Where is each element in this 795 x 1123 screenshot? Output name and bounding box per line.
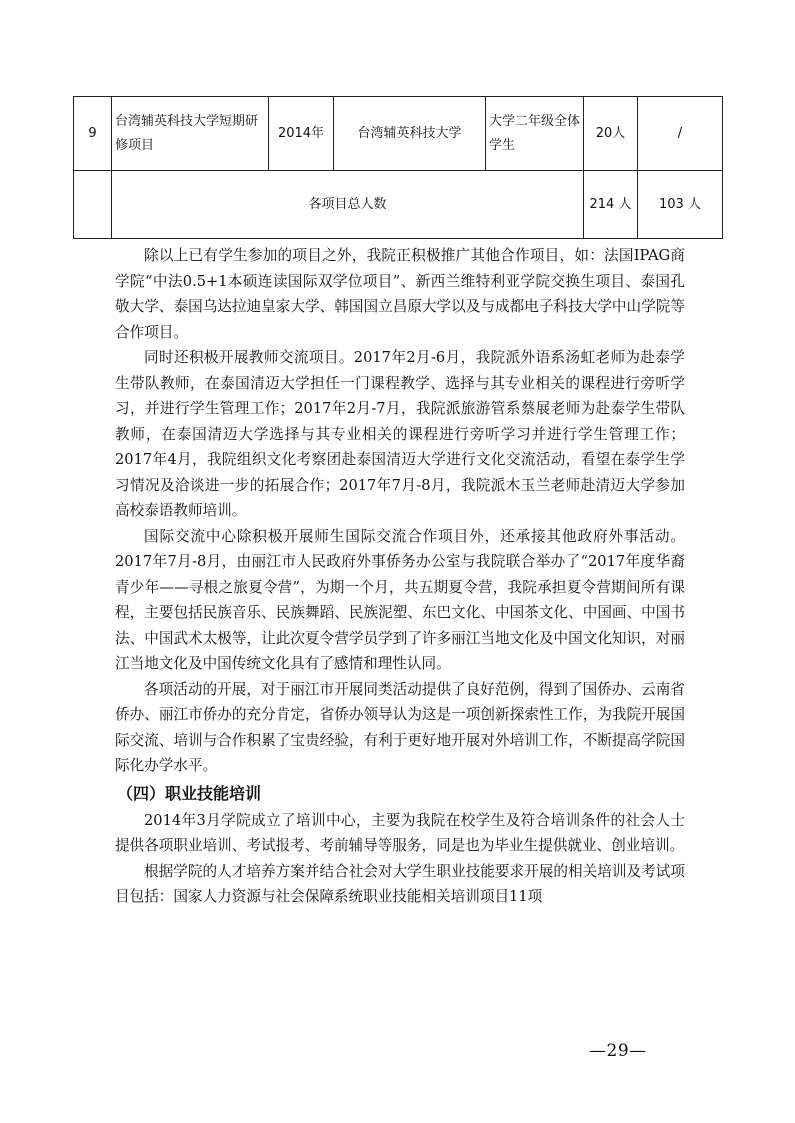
body-text [115,243,685,910]
paragraph: 同时还积极开展教师交流项目。2017年2月-6月，我院派外语系汤虹老师为赴泰学生带队教师，在泰国清迈大学担任一门课程教学、选择与其专业相关的课程进行旁听学习，并进行学生管理工作；2017年2月-7月，我院派旅游管系蔡展老师为赴泰学生带队教师，在泰国清迈大学选择与其专业相关的课程进行旁听学习并进行学生管理工作；2017年4月，我院组织文化考察团赴泰国清迈大学进行文化交流活动，看望在泰学生学习情况及洽谈进一步的拓展合作；2017年7月-8月，我院派木玉兰老师赴清迈大学参加高校泰语教师培训。 [115,349,685,519]
section-heading: （四）职业技能培训 [117,783,262,803]
year-cell: 2014年 [269,97,334,171]
inbound-count-cell: / [638,97,723,171]
paragraph: 国际交流中心除积极开展师生国际交流合作项目外，还承接其他政府外事活动。2017年7月-8月，由丽江市人民政府外事侨务办公室与我院联合举办了“2017年度华裔青少年——寻根之旅夏令营”，为期一个月，共五期夏令营，我院承担夏令营期间所有课程，主要包括民族音乐、民族舞蹈、民族泥塑、东巴文化、中国茶文化、中国画、中国书法、中国武术太极等，让此次夏令营学员学到了许多丽江当地文化及中国文化知识，对丽江当地文化及中国传统文化具有了感情和理性认同。 [115,527,685,672]
paragraph: 各项活动的开展，对于丽江市开展同类活动提供了良好范例，得到了国侨办、云南省侨办、丽江市侨办的充分肯定，省侨办领导认为这是一项创新探索性工作，为我院开展国际交流、培训与合作积累了宝贵经验，有利于更好地开展对外培训工作，不断提高学院国际化办学水平。 [115,680,685,774]
paragraph: 根据学院的人才培养方案并结合社会对大学生职业技能要求开展的相关培训及考试项目包括：国家人力资源与社会保障系统职业技能相关培训项目11项 [115,862,685,905]
target-cell: 大学二年级全体学生 [486,97,584,171]
page-number: —29— [589,1041,647,1061]
outbound-count-cell: 20人 [584,97,638,171]
total-outbound-cell: 214 人 [584,171,638,239]
partner-cell: 台湾辅英科技大学 [334,97,486,171]
empty-cell [74,171,112,239]
paragraph: 除以上已有学生参加的项目之外，我院正积极推广其他合作项目，如：法国IPAG商学院“中法0.5+1本硕连读国际双学位项目”、新西兰维特利亚学院交换生项目、泰国孔敬大学、泰国乌达拉迪皇家大学、韩国国立昌原大学以及与成都电子科技大学中山学院等合作项目。 [115,247,685,341]
project-name-cell: 台湾辅英科技大学短期研修项目 [112,97,269,171]
table-total-row [74,171,723,239]
table-row [74,97,723,171]
total-label-cell: 各项目总人数 [112,171,584,239]
row-number: 9 [74,97,112,171]
paragraph: 2014年3月学院成立了培训中心，主要为我院在校学生及符合培训条件的社会人士提供各项职业培训、考试报考、考前辅导等服务，同是也为毕业生提供就业、创业培训。 [115,811,685,854]
projects-table [73,96,723,239]
total-inbound-cell: 103 人 [638,171,723,239]
